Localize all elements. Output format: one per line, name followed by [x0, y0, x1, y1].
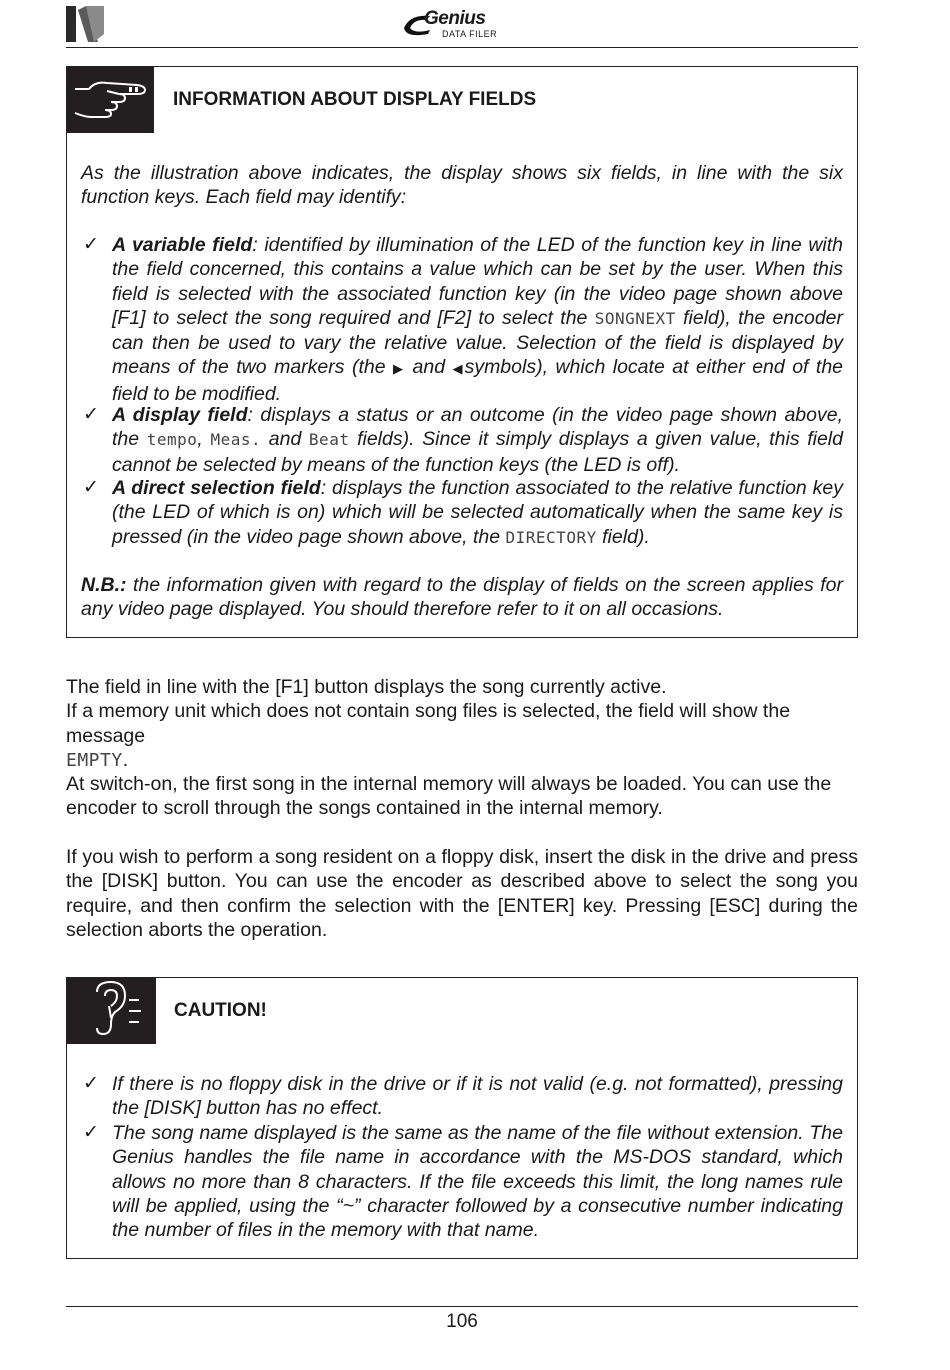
- paragraph-switch-on: At switch-on, the first song in the internal memory will always be loaded. You can use the encoder to scroll through the songs contained in the internal memory.: [66, 773, 832, 820]
- checkmark-icon: ✓: [83, 404, 99, 425]
- note-text: the information given with regard to the display of fields on the screen applies for any video page displayed. You should therefore refer to it on all occasions.: [81, 574, 843, 621]
- lcd-directory: DIRECTORY: [505, 527, 597, 547]
- info-intro: As the illustration above indicates, the display shows six fields, in line with the six function keys. Each field may identify:: [81, 162, 843, 209]
- marker-right-icon: ▶: [393, 361, 406, 377]
- checkmark-icon: ✓: [83, 234, 99, 255]
- caution-box: [66, 977, 858, 1259]
- item-term: A variable field: [112, 234, 253, 256]
- lcd-empty: EMPTY: [66, 749, 123, 771]
- note-label: N.B.:: [81, 574, 127, 596]
- info-box: [66, 66, 858, 638]
- checkmark-icon: ✓: [83, 477, 99, 498]
- info-item-direct: A direct selection field: displays the function associated to the relative function key (the LED of which is on) which will be selected automatically when the same key is pressed (in the video page shown above, the DIRECTORY field).: [112, 477, 843, 548]
- ear-icon: [67, 978, 156, 1044]
- page-number: 106: [446, 1311, 478, 1332]
- checkmark-icon: ✓: [83, 1073, 99, 1094]
- paragraph-line: The field in line with the [F1] button displays the song currently active.: [66, 676, 667, 698]
- paragraph-line: If a memory unit which does not contain song files is selected, the field will show the message: [66, 700, 791, 747]
- logo-subtitle: DATA FILER: [442, 29, 498, 39]
- lcd-beat: Beat: [308, 430, 350, 450]
- paragraph-active-song: The field in line with the [F1] button displays the song currently active. If a memory unit which does not contain song files is selected, the field will show the message EMPTY.: [66, 675, 866, 773]
- checkmark-icon: ✓: [83, 1122, 99, 1143]
- marker-left-icon: ◀: [452, 361, 465, 377]
- lcd-songnext: SONGNEXT: [594, 308, 676, 328]
- caution-title: CAUTION!: [174, 1000, 267, 1021]
- paragraph-floppy: If you wish to perform a song resident on a floppy disk, insert the disk in the drive and press the [DISK] button. You can use the encoder as described above to select the song you require, and then confirm the selection with the [ENTER] key. Pressing [ESC] during the selection aborts the operation.: [66, 846, 858, 941]
- info-item-variable: A variable field: identified by illumination of the LED of the function key in line with the field concerned, this contains a value which can be set by the user. When this field is selected with the associated function key (in the video page shown above [F1] to select the song required and [F2] to select the SONGNEXT field), the encoder can then be used to vary the relative value. Selection of the field is displayed by means of the two markers (the ▶ and ◀symbols), which locate at either end of the field to be modified.: [112, 234, 844, 405]
- lcd-tempo: tempo: [146, 430, 198, 450]
- item-term: A direct selection field: [112, 477, 321, 499]
- caution-item: If there is no floppy disk in the drive or if it is not valid (e.g. not formatted), pressing the [DISK] button has no effect.: [112, 1073, 843, 1120]
- info-box-title: INFORMATION ABOUT DISPLAY FIELDS: [173, 89, 537, 110]
- info-icon-block: [67, 67, 154, 133]
- lcd-meas: Meas.: [210, 430, 262, 450]
- caution-icon-block: [67, 978, 156, 1044]
- info-note: [81, 573, 843, 622]
- item-term: A display field: [112, 404, 248, 426]
- info-item-display: A display field: displays a status or an outcome (in the video page shown above, the tempo, Meas. and Beat fields). Since it simply displays a given value, this field cannot be selected by means of the function keys (the LED is off).: [112, 404, 843, 476]
- logo-word: Genius: [424, 8, 486, 29]
- header-rule: [66, 47, 858, 48]
- pointing-hand-icon: [67, 67, 154, 133]
- genius-logo: [400, 6, 512, 42]
- caution-item: The song name displayed is the same as the name of the file without extension. The Genius handles the file name in accordance with the MS-DOS standard, which allows no more than 8 characters. If the file exceeds this limit, the long names rule will be applied, using the “~” character followed by a consecutive number indicating the number of files in the memory with that name.: [112, 1122, 843, 1242]
- brand-mark-icon: [64, 4, 108, 44]
- footer-rule: [66, 1306, 858, 1307]
